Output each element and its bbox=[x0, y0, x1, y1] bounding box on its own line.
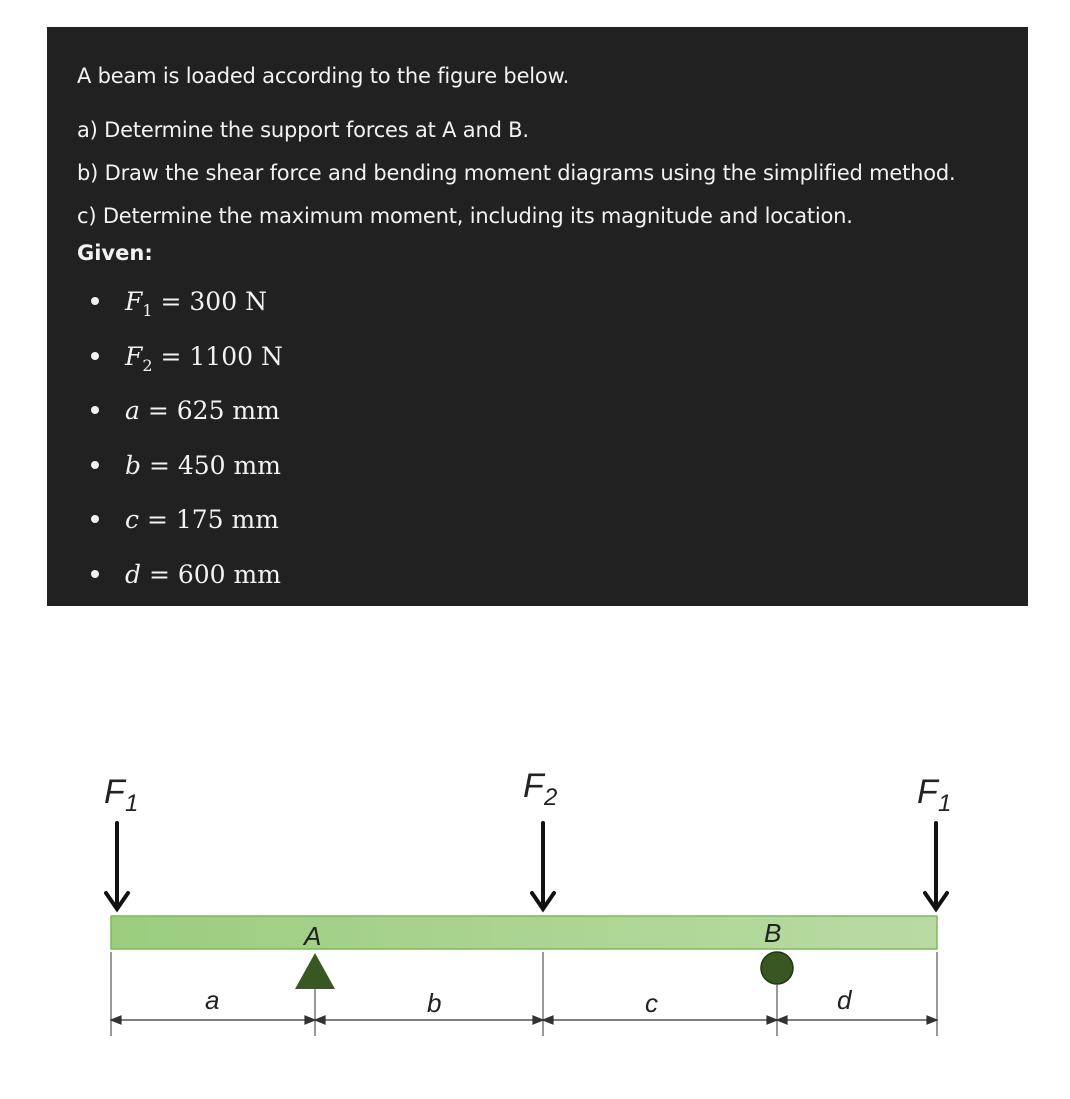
force-arrow-f2 bbox=[532, 823, 554, 909]
dimension-line bbox=[111, 1016, 937, 1024]
svg-text:1: 1 bbox=[938, 790, 952, 817]
given-item-f1: $F_1 = 300$ N bbox=[77, 284, 283, 339]
force-label-f1-right bbox=[917, 773, 951, 817]
dimension-label-d: d bbox=[837, 985, 852, 1015]
beam bbox=[111, 916, 937, 949]
support-a-label: A bbox=[304, 921, 322, 951]
given-heading: Given: bbox=[77, 241, 153, 265]
dimension-label-a: a bbox=[205, 985, 220, 1015]
roller-support-b bbox=[761, 952, 793, 984]
given-item-f2: $F_2 = 1100$ N bbox=[77, 339, 283, 394]
svg-text:2: 2 bbox=[544, 784, 558, 811]
given-item-c: c = 175 mm bbox=[77, 502, 283, 557]
problem-intro: A beam is loaded according to the figure below. bbox=[77, 64, 570, 88]
svg-text:1: 1 bbox=[125, 790, 139, 817]
force-arrow-f1-left bbox=[106, 823, 128, 909]
pin-support-a bbox=[295, 953, 335, 989]
given-item-b: b = 450 mm bbox=[77, 448, 283, 503]
svg-text:F: F bbox=[104, 773, 125, 811]
force-label-f1-left bbox=[104, 773, 138, 817]
svg-text:F: F bbox=[917, 773, 938, 811]
task-b: b) Draw the shear force and bending moment diagrams using the simplified method. bbox=[77, 161, 956, 185]
task-c: c) Determine the maximum moment, including its magnitude and location. bbox=[77, 204, 853, 228]
svg-text:F: F bbox=[523, 767, 544, 805]
force-label-f2 bbox=[523, 767, 557, 811]
given-item-a: a = 625 mm bbox=[77, 393, 283, 448]
dimension-label-c: c bbox=[645, 988, 658, 1018]
force-arrow-f1-right bbox=[925, 823, 947, 909]
support-b-label: B bbox=[764, 918, 782, 948]
dimension-extension-lines bbox=[111, 952, 937, 1036]
given-item-d: d = 600 mm bbox=[77, 557, 283, 612]
dimension-label-b: b bbox=[427, 988, 442, 1018]
task-a: a) Determine the support forces at A and B. bbox=[77, 118, 529, 142]
